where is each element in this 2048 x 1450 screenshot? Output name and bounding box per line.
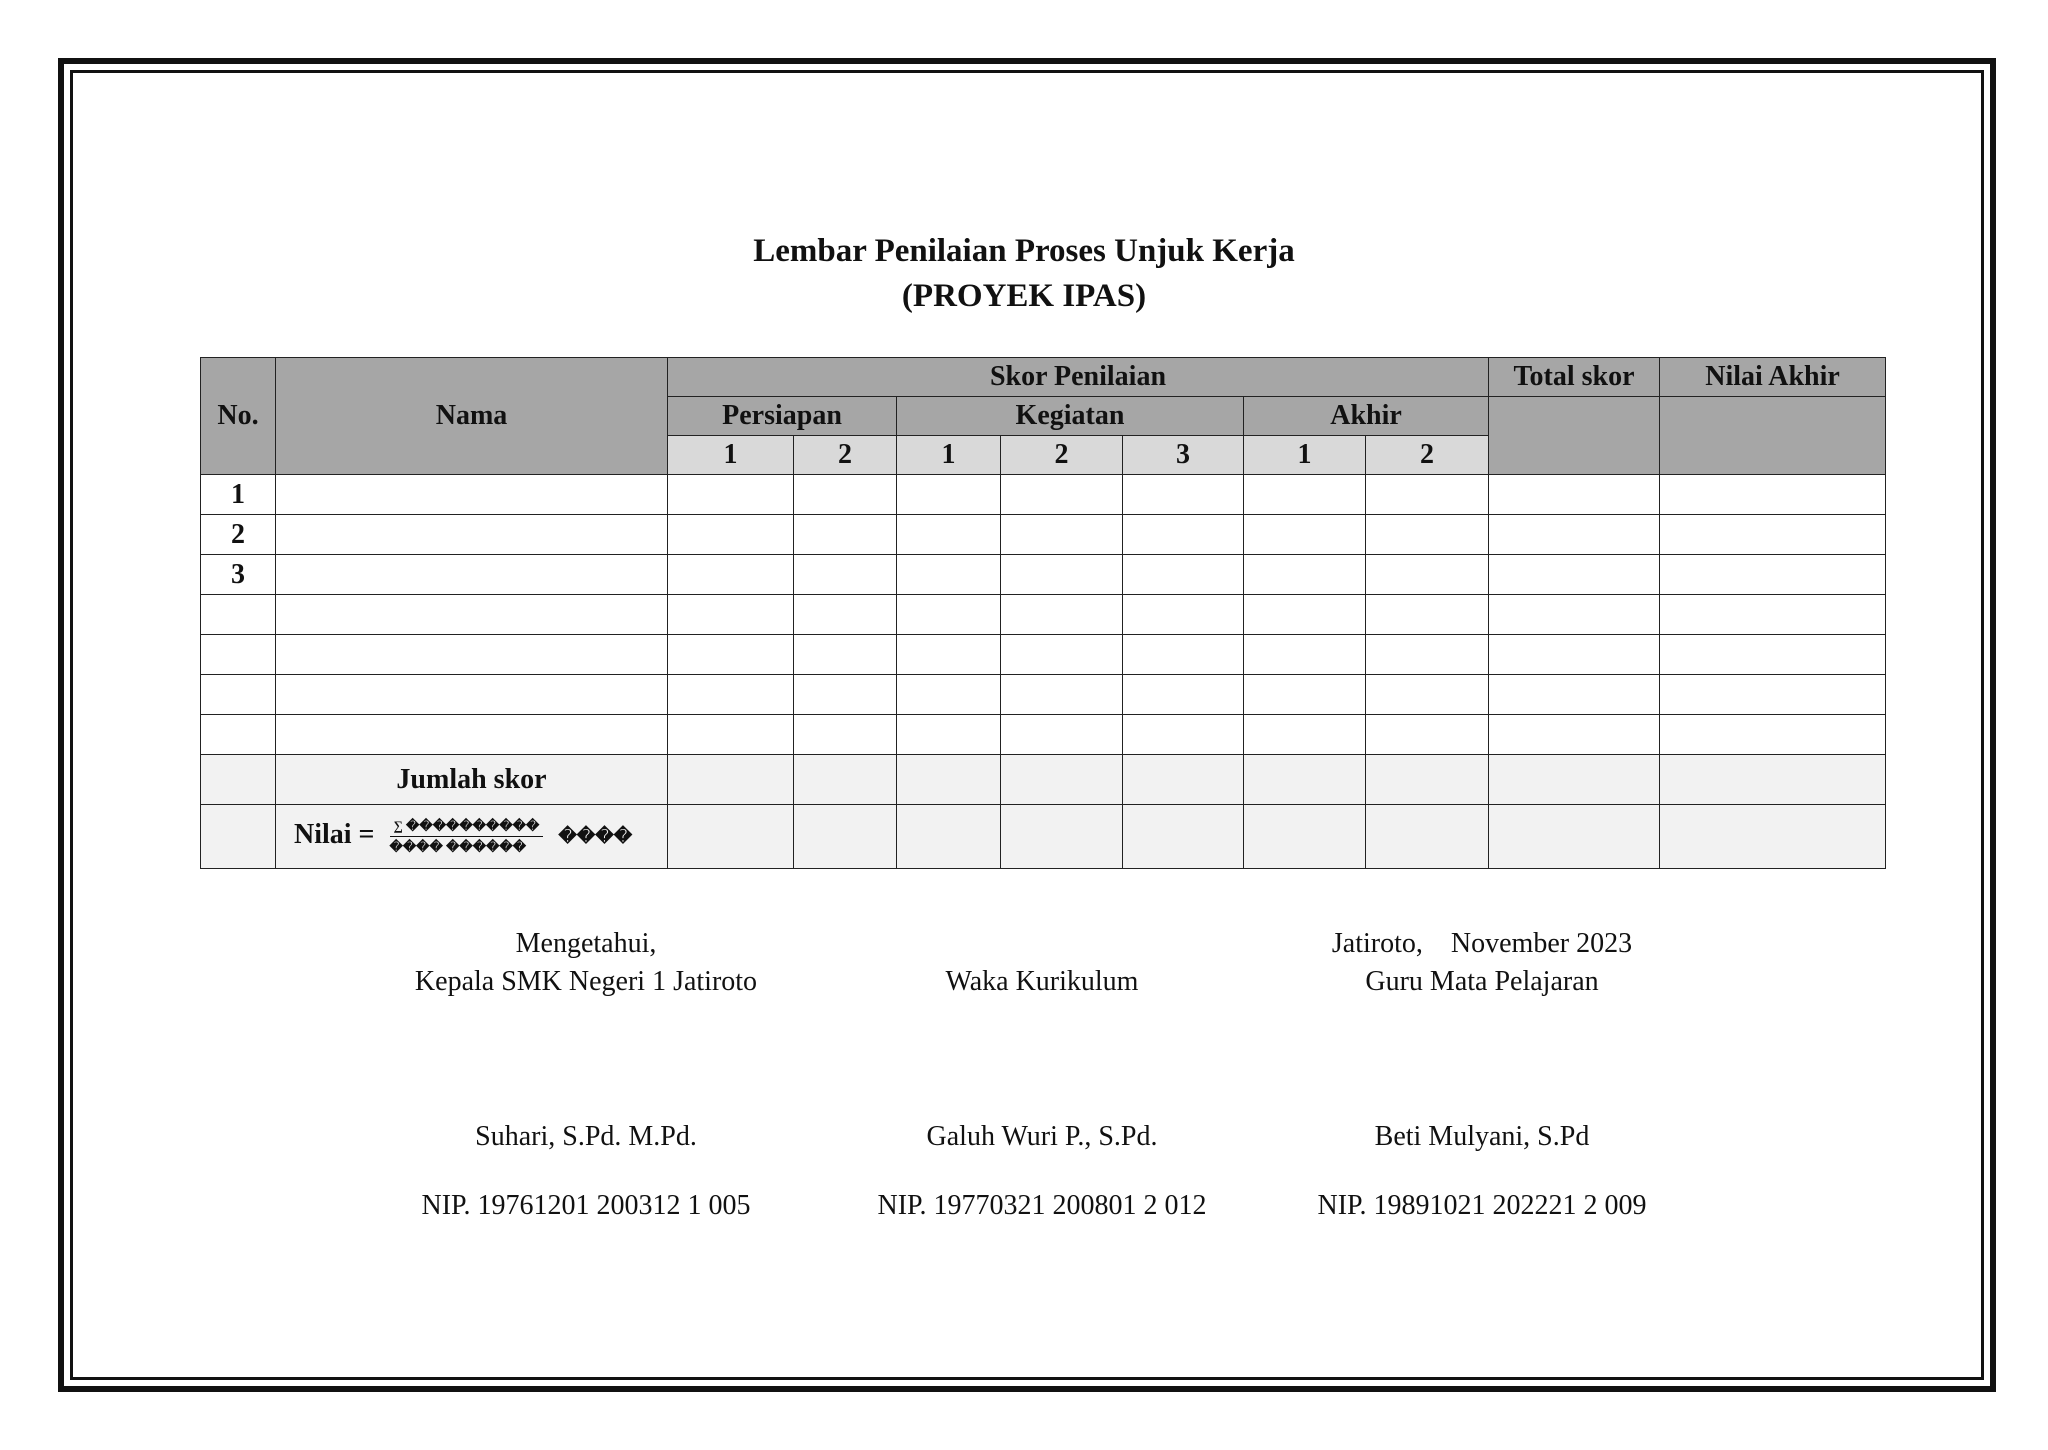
table-row bbox=[201, 555, 1886, 595]
table-cell bbox=[794, 715, 897, 755]
table-cell bbox=[668, 595, 794, 635]
table-cell bbox=[276, 475, 668, 515]
sig-middle-nip: NIP. 19770321 200801 2 012 bbox=[877, 1190, 1207, 1221]
nilai-cell bbox=[1001, 805, 1123, 869]
table-cell bbox=[1489, 595, 1660, 635]
table-row bbox=[201, 635, 1886, 675]
header-no: No. bbox=[201, 358, 276, 475]
jumlah-cell bbox=[1366, 755, 1489, 805]
table-cell bbox=[668, 675, 794, 715]
table-cell bbox=[1123, 635, 1244, 675]
table-cell bbox=[1366, 515, 1489, 555]
nilai-cell bbox=[1366, 805, 1489, 869]
table-cell bbox=[794, 555, 897, 595]
table-cell bbox=[276, 715, 668, 755]
table-cell bbox=[897, 595, 1001, 635]
header-nilai-blank bbox=[1660, 397, 1886, 475]
table-cell bbox=[668, 555, 794, 595]
sub-header-kegiatan-1: 1 bbox=[897, 436, 1001, 475]
sig-right-line1: Jatiroto, November 2023 bbox=[1331, 928, 1633, 959]
table-cell bbox=[1123, 515, 1244, 555]
jumlah-cell bbox=[1489, 755, 1660, 805]
nilai-cell bbox=[1244, 805, 1366, 869]
table-cell bbox=[668, 715, 794, 755]
sig-right-name: Beti Mulyani, S.Pd bbox=[1374, 1121, 1590, 1152]
table-cell bbox=[794, 675, 897, 715]
sig-right-line2: Guru Mata Pelajaran bbox=[1365, 966, 1599, 997]
table-cell bbox=[1001, 595, 1123, 635]
table-cell bbox=[1366, 635, 1489, 675]
document-title: Lembar Penilaian Proses Unjuk Kerja bbox=[753, 233, 1295, 269]
table-cell bbox=[1660, 675, 1886, 715]
header-nama: Nama bbox=[276, 358, 668, 475]
table-cell bbox=[276, 555, 668, 595]
header-akhir: Akhir bbox=[1244, 397, 1489, 436]
table-cell bbox=[1001, 555, 1123, 595]
table-cell bbox=[1489, 555, 1660, 595]
jumlah-cell bbox=[1123, 755, 1244, 805]
table-cell bbox=[668, 515, 794, 555]
table-cell bbox=[1123, 595, 1244, 635]
formula-numerator: ∑ ���������� bbox=[390, 818, 544, 837]
table-row bbox=[201, 595, 1886, 635]
table-cell bbox=[1660, 595, 1886, 635]
table-cell bbox=[1244, 515, 1366, 555]
table-body bbox=[201, 475, 1886, 755]
table-cell bbox=[794, 515, 897, 555]
sig-left-line2: Kepala SMK Negeri 1 Jatiroto bbox=[414, 966, 758, 997]
table-cell bbox=[1244, 675, 1366, 715]
sig-left-nip: NIP. 19761201 200312 1 005 bbox=[421, 1190, 751, 1221]
jumlah-cell bbox=[897, 755, 1001, 805]
table-cell bbox=[1660, 715, 1886, 755]
jumlah-no-cell bbox=[201, 755, 276, 805]
table-cell bbox=[276, 515, 668, 555]
table-cell bbox=[1489, 515, 1660, 555]
table-cell bbox=[1244, 555, 1366, 595]
table-cell bbox=[1001, 675, 1123, 715]
table-cell bbox=[1001, 515, 1123, 555]
sub-header-kegiatan-2: 2 bbox=[1001, 436, 1123, 475]
table-cell bbox=[794, 475, 897, 515]
nilai-cell bbox=[1660, 805, 1886, 869]
row-number: 2 bbox=[201, 515, 276, 555]
sub-header-kegiatan-3: 3 bbox=[1123, 436, 1244, 475]
jumlah-cell bbox=[1244, 755, 1366, 805]
table-cell bbox=[1123, 475, 1244, 515]
table-row bbox=[201, 475, 1886, 515]
table-row bbox=[201, 515, 1886, 555]
table-cell bbox=[1660, 555, 1886, 595]
table-cell bbox=[1489, 675, 1660, 715]
table-cell bbox=[1244, 635, 1366, 675]
jumlah-cell bbox=[1001, 755, 1123, 805]
assessment-table bbox=[200, 357, 1886, 869]
nilai-label: Nilai = bbox=[294, 818, 375, 850]
table-cell bbox=[276, 595, 668, 635]
sub-header-akhir-2: 2 bbox=[1366, 436, 1489, 475]
table-cell bbox=[1001, 635, 1123, 675]
header-nilai-akhir: Nilai Akhir bbox=[1660, 358, 1886, 397]
table-cell bbox=[1244, 715, 1366, 755]
table-cell bbox=[276, 635, 668, 675]
table-cell bbox=[897, 515, 1001, 555]
row-number bbox=[201, 635, 276, 675]
table-cell bbox=[794, 635, 897, 675]
sub-header-akhir-1: 1 bbox=[1244, 436, 1366, 475]
table-cell bbox=[897, 475, 1001, 515]
nilai-cell bbox=[794, 805, 897, 869]
table-row bbox=[201, 675, 1886, 715]
sig-left-name: Suhari, S.Pd. M.Pd. bbox=[475, 1121, 697, 1152]
table-cell bbox=[1366, 715, 1489, 755]
table-cell bbox=[1489, 475, 1660, 515]
formula-denominator: ���� ������ bbox=[389, 839, 527, 854]
header-total-skor: Total skor bbox=[1489, 358, 1660, 397]
table-row bbox=[201, 715, 1886, 755]
formula-multiplier: ���� bbox=[558, 826, 633, 846]
table-cell bbox=[1366, 475, 1489, 515]
header-skor-penilaian: Skor Penilaian bbox=[668, 358, 1489, 397]
nilai-cell bbox=[1489, 805, 1660, 869]
table-cell bbox=[1366, 595, 1489, 635]
row-number: 1 bbox=[201, 475, 276, 515]
table-cell bbox=[1123, 555, 1244, 595]
table-cell bbox=[897, 635, 1001, 675]
jumlah-cell bbox=[1660, 755, 1886, 805]
document-subtitle: (PROYEK IPAS) bbox=[901, 278, 1147, 314]
sig-middle-line2: Waka Kurikulum bbox=[945, 966, 1139, 997]
table-cell bbox=[1489, 715, 1660, 755]
table-cell bbox=[1660, 515, 1886, 555]
table-cell bbox=[1244, 595, 1366, 635]
nilai-cell bbox=[1123, 805, 1244, 869]
table-cell bbox=[1366, 675, 1489, 715]
table-cell bbox=[1489, 635, 1660, 675]
table-cell bbox=[1660, 635, 1886, 675]
table-cell bbox=[1123, 675, 1244, 715]
nilai-cell bbox=[897, 805, 1001, 869]
nilai-formula bbox=[390, 818, 544, 855]
row-number bbox=[201, 595, 276, 635]
jumlah-cell bbox=[794, 755, 897, 805]
table-cell bbox=[1366, 555, 1489, 595]
table-cell bbox=[897, 715, 1001, 755]
table-cell bbox=[1001, 475, 1123, 515]
sig-middle-name: Galuh Wuri P., S.Pd. bbox=[926, 1121, 1158, 1152]
sub-header-persiapan-1: 1 bbox=[668, 436, 794, 475]
jumlah-skor-label: Jumlah skor bbox=[276, 755, 668, 805]
table-cell bbox=[668, 475, 794, 515]
table-cell bbox=[1001, 715, 1123, 755]
header-persiapan: Persiapan bbox=[668, 397, 897, 436]
table-cell bbox=[794, 595, 897, 635]
jumlah-cell bbox=[668, 755, 794, 805]
nilai-formula-cell bbox=[276, 805, 668, 869]
sub-header-persiapan-2: 2 bbox=[794, 436, 897, 475]
nilai-no-cell bbox=[201, 805, 276, 869]
table-cell bbox=[668, 635, 794, 675]
table-cell bbox=[276, 675, 668, 715]
header-kegiatan: Kegiatan bbox=[897, 397, 1244, 436]
table-cell bbox=[897, 675, 1001, 715]
table-cell bbox=[897, 555, 1001, 595]
table-cell bbox=[1123, 715, 1244, 755]
row-number: 3 bbox=[201, 555, 276, 595]
row-number bbox=[201, 715, 276, 755]
header-total-blank bbox=[1489, 397, 1660, 475]
table-cell bbox=[1244, 475, 1366, 515]
row-number bbox=[201, 675, 276, 715]
table-cell bbox=[1660, 475, 1886, 515]
sig-right-nip: NIP. 19891021 202221 2 009 bbox=[1317, 1190, 1647, 1221]
sig-left-line1: Mengetahui, bbox=[515, 928, 657, 959]
nilai-cell bbox=[668, 805, 794, 869]
